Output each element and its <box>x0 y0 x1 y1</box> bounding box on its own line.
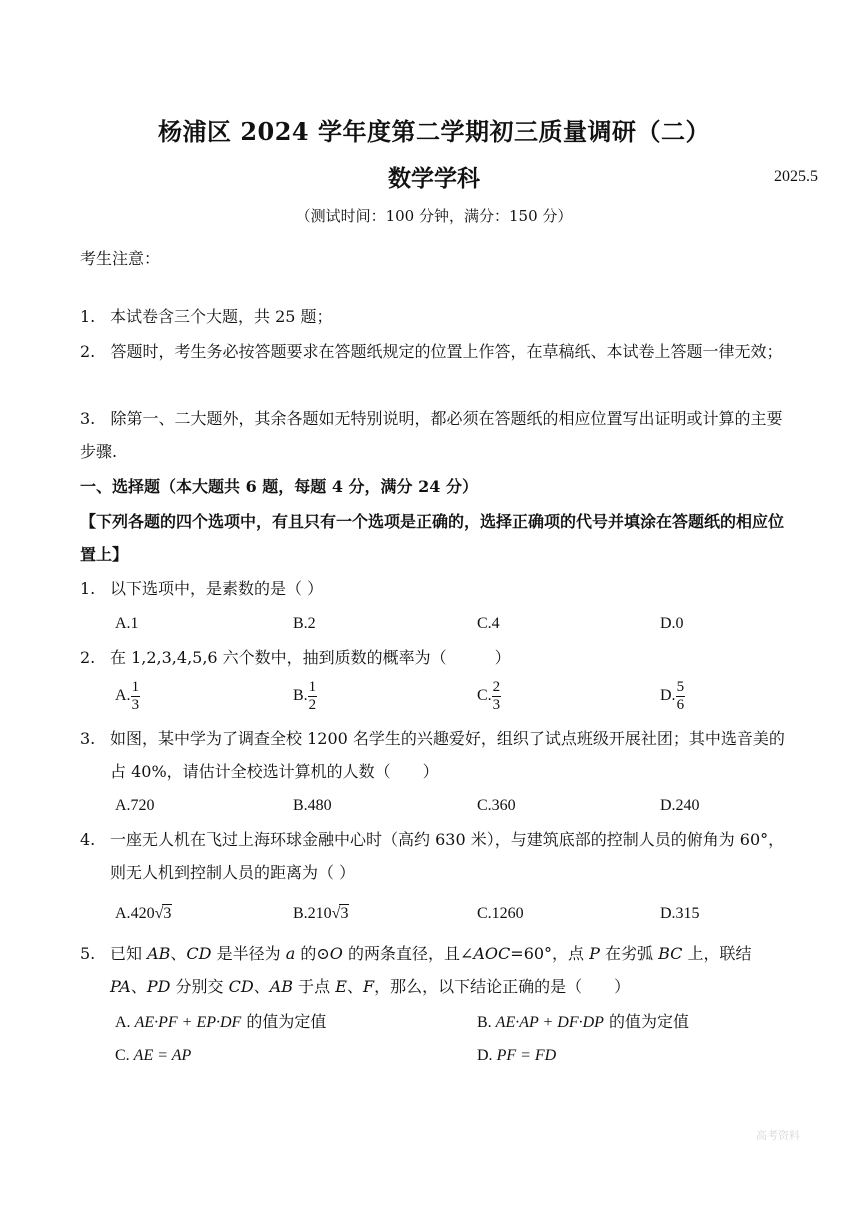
notice-item-text: 本试卷含三个大题，共 25 题； <box>110 307 333 326</box>
option-a: A. AE·PF + EP·DF 的值为定值 <box>115 1012 327 1031</box>
fraction-numerator: 1 <box>131 679 140 695</box>
question-number: 1. <box>80 579 96 598</box>
notice-item-text: 除第一、二大题外，其余各题如无特别说明，都必须在答题纸的相应位置写出证明或计算的主要步骤. <box>80 409 783 461</box>
sqrt-icon: √ <box>154 905 164 922</box>
option-d: D.0 <box>660 615 684 632</box>
notice-item-2 <box>80 335 792 368</box>
notice-item-1 <box>80 300 792 333</box>
fraction-denominator: 3 <box>492 697 501 713</box>
question-text: 以下选项中，是素数的是（ ） <box>110 579 324 598</box>
option-a: A.720 <box>115 797 155 814</box>
option-label: A. <box>115 905 131 922</box>
fraction-denominator: 6 <box>676 697 685 713</box>
exam-date: 2025.5 <box>774 168 818 185</box>
option-d: D.315 <box>660 905 700 922</box>
notice-item-3 <box>80 402 792 468</box>
option-a <box>115 897 172 930</box>
option-b: B.480 <box>293 797 332 814</box>
exam-subject: 数学学科 <box>388 165 480 192</box>
option-d: D.240 <box>660 797 700 814</box>
notice-item-text: 答题时，考生务必按答题要求在答题纸规定的位置上作答，在草稿纸、本试卷上答题一律无效； <box>110 342 783 361</box>
question-text: PA、PD 分别交 CD、AB 于点 E、F，那么，以下结论正确的是（ ） <box>110 977 631 996</box>
option-b <box>293 897 349 930</box>
fraction <box>308 679 318 714</box>
option-c: C.4 <box>477 615 500 632</box>
question-number: 3. <box>80 729 96 748</box>
question-5-line-2 <box>80 970 792 1003</box>
question-number: 4. <box>80 830 96 849</box>
watermark: 高考资料 <box>756 1129 800 1142</box>
question-text: 如图，某中学为了调查全校 1200 名学生的兴趣爱好，组织了试点班级开展社团；其中选音美的占 40%，请估计全校选计算机的人数（ ） <box>110 729 785 781</box>
question-text: 在 1,2,3,4,5,6 六个数中，抽到质数的概率为（ ） <box>110 648 511 667</box>
fraction-denominator: 2 <box>308 697 317 713</box>
question-3-options <box>115 789 755 822</box>
option-label: C. <box>477 687 492 705</box>
notice-item-number: 3. <box>80 409 96 428</box>
fraction-numerator: 5 <box>676 679 685 695</box>
option-a <box>115 679 140 714</box>
notice-item-number: 1. <box>80 307 96 326</box>
option-d <box>660 679 685 714</box>
section-heading: 一、选择题（本大题共 6 题，每题 4 分，满分 24 分） <box>80 477 478 496</box>
option-d: D. PF = FD <box>477 1047 557 1064</box>
fraction <box>676 679 686 714</box>
radicand: 3 <box>163 905 172 922</box>
coefficient: 210 <box>307 905 332 922</box>
notice-heading: 考生注意： <box>80 249 161 268</box>
fraction-denominator: 3 <box>131 697 140 713</box>
option-c <box>477 679 501 714</box>
question-5-line-1 <box>80 937 792 970</box>
question-1 <box>80 572 792 605</box>
section-instruction: 【下列各题的四个选项中，有且只有一个选项是正确的，选择正确项的代号并填涂在答题纸的相应位置上】 <box>80 512 785 564</box>
option-b <box>293 679 317 714</box>
question-text: 一座无人机在飞过上海环球金融中心时（高约 630 米），与建筑底部的控制人员的俯角为 60°，则无人机到控制人员的距离为（ ） <box>110 830 785 882</box>
question-5-options-row-1 <box>115 1005 755 1038</box>
fraction-numerator: 1 <box>308 679 317 695</box>
fraction-numerator: 2 <box>492 679 501 695</box>
question-number: 5. <box>80 944 96 963</box>
question-4-options <box>115 897 755 930</box>
option-label: D. <box>660 687 676 705</box>
option-c: C.1260 <box>477 905 524 922</box>
option-b: B. AE·AP + DF·DP 的值为定值 <box>477 1012 690 1031</box>
question-1-options <box>115 607 755 640</box>
question-text: 已知 AB、CD 是半径为 a 的⊙O 的两条直径，且∠AOC=60°，点 P 在劣弧 BC 上，联结 <box>110 944 752 963</box>
fraction <box>492 679 502 714</box>
exam-time-info: （测试时间：100 分钟，满分：150 分） <box>295 207 573 225</box>
fraction <box>131 679 141 714</box>
option-label: B. <box>293 687 308 705</box>
option-b: B.2 <box>293 615 316 632</box>
radicand: 3 <box>340 905 349 922</box>
question-3 <box>80 722 792 788</box>
option-label: A. <box>115 687 131 705</box>
notice-item-number: 2. <box>80 342 96 361</box>
coefficient: 420 <box>130 905 155 922</box>
question-number: 2. <box>80 648 96 667</box>
question-2 <box>80 641 792 674</box>
option-a: A.1 <box>115 615 139 632</box>
sqrt-icon: √ <box>331 905 341 922</box>
question-5-options-row-2 <box>115 1039 755 1072</box>
option-label: B. <box>293 905 308 922</box>
question-2-options <box>115 679 755 719</box>
option-c: C. AE = AP <box>115 1047 192 1064</box>
exam-title: 杨浦区 2024 学年度第二学期初三质量调研（二） <box>157 117 710 146</box>
question-4 <box>80 823 792 889</box>
option-c: C.360 <box>477 797 516 814</box>
